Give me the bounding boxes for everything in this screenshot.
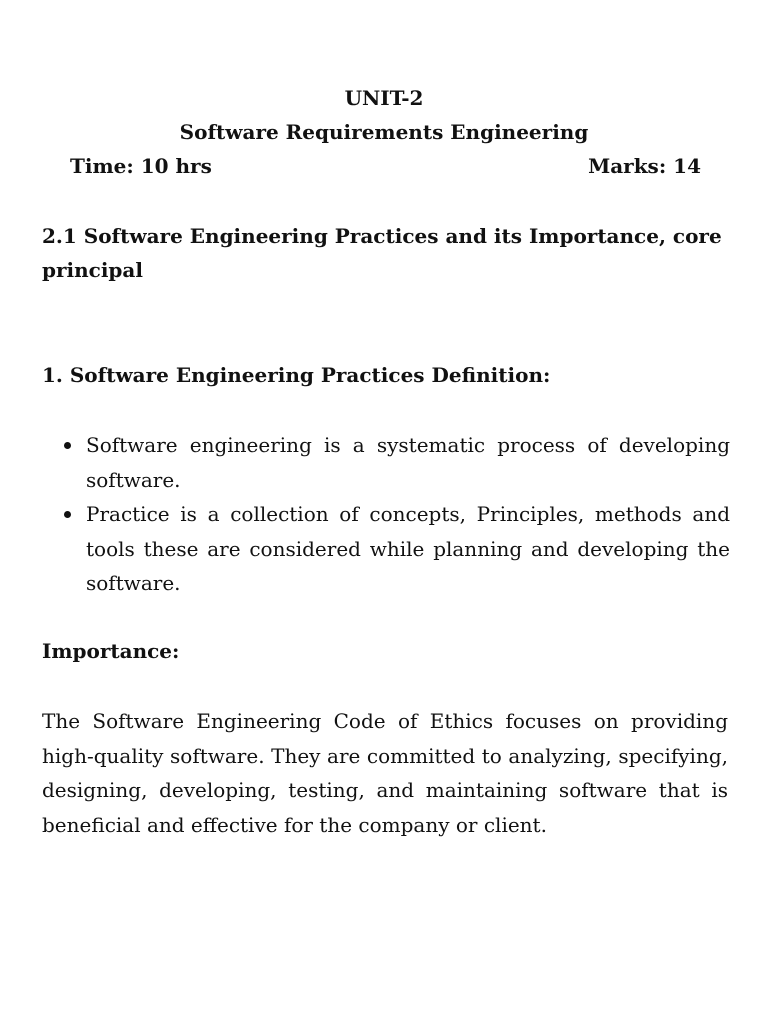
section-heading: 2.1 Software Engineering Practices and its Importance, core principal xyxy=(42,224,722,282)
list-item xyxy=(42,497,730,601)
subject-title: Software Requirements Engineering xyxy=(179,120,589,144)
time-label: Time: 10 hrs xyxy=(70,154,212,178)
marks-label: Marks: 14 xyxy=(588,154,701,178)
meta-row xyxy=(70,152,701,180)
definition-bullet-list xyxy=(42,428,730,601)
bullet-icon xyxy=(64,442,71,449)
list-item xyxy=(42,428,730,497)
bullet-text: Practice is a collection of concepts, Principles, methods and tools these are considered while planning and developing the software. xyxy=(86,502,730,595)
importance-heading: Importance: xyxy=(42,639,180,663)
document-header xyxy=(0,84,768,146)
unit-title: UNIT-2 xyxy=(344,86,424,110)
bullet-text: Software engineering is a systematic process of developing software. xyxy=(86,433,730,492)
definition-heading: 1. Software Engineering Practices Definition: xyxy=(42,363,551,387)
bullet-icon xyxy=(64,511,71,518)
importance-paragraph: The Software Engineering Code of Ethics focuses on providing high-quality software. They are committed to analyzing, specifying, designing, developing, testing, and maintaining software that is beneficial and effective for the company or client. xyxy=(42,709,728,837)
